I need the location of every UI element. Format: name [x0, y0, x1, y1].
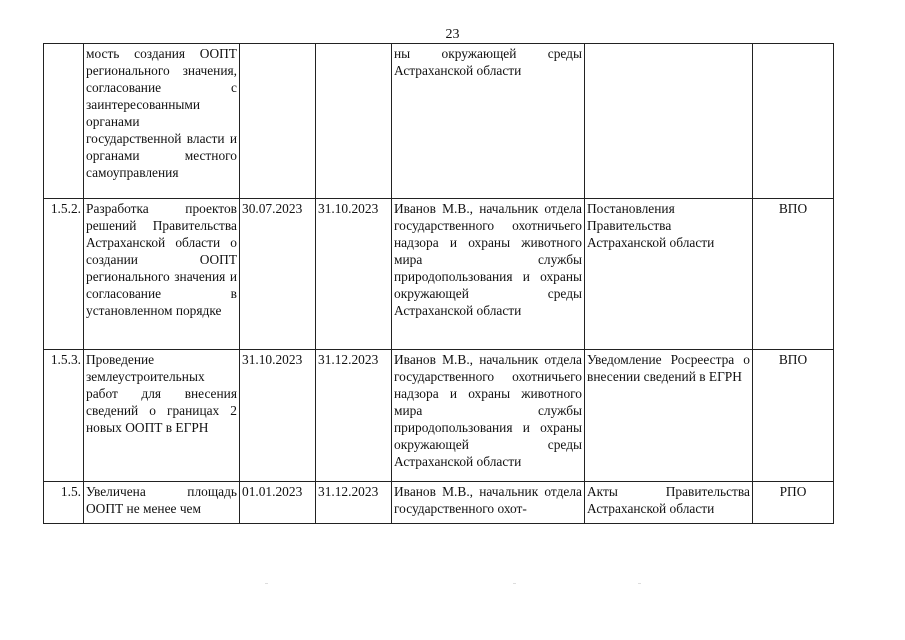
row-number: 1.5.2. [44, 199, 84, 350]
end-date: 31.12.2023 [316, 350, 392, 482]
end-date: 31.10.2023 [316, 199, 392, 350]
table-row [44, 44, 834, 199]
table-row [44, 199, 834, 350]
measure-title: Проведение землеустроительных работ для внесения сведений о границах 2 новых ООПТ в ЕГРН [84, 350, 240, 482]
measure-title: Увеличена площадь ООПТ не менее чем [84, 482, 240, 524]
start-date: 30.07.2023 [240, 199, 316, 350]
end-date: 31.12.2023 [316, 482, 392, 524]
row-number [44, 44, 84, 199]
scan-speck [265, 583, 268, 584]
result-document: Постановления Правительства Астраханской области [585, 199, 753, 350]
start-date: 31.10.2023 [240, 350, 316, 482]
responsible-person: Иванов М.В., начальник отдела государственного охотничьего надзора и охраны животного мира службы природопользования и охраны окружающей среды Астраханской области [392, 199, 585, 350]
document-type: РПО [753, 482, 834, 524]
table-row [44, 350, 834, 482]
row-number: 1.5.3. [44, 350, 84, 482]
responsible-person: ны окружающей среды Астраханской области [392, 44, 585, 199]
responsible-person: Иванов М.В., начальник отдела государственного охот- [392, 482, 585, 524]
document-type [753, 44, 834, 199]
table-row [44, 482, 834, 524]
responsible-person: Иванов М.В., начальник отдела государственного охотничьего надзора и охраны животного мира службы природопользования и охраны окружающей среды Астраханской области [392, 350, 585, 482]
measure-title: мость создания ООПТ регионального значения, согласование с заинтересованными органами государственной власти и органами местного самоуправления [84, 44, 240, 199]
row-number: 1.5. [44, 482, 84, 524]
result-document [585, 44, 753, 199]
document-type: ВПО [753, 199, 834, 350]
result-document: Акты Правительства Астраханской области [585, 482, 753, 524]
measure-title: Разработка проектов решений Правительства Астраханской области о создании ООПТ регионального значения и согласование в установленном порядке [84, 199, 240, 350]
scan-speck [513, 583, 516, 584]
end-date [316, 44, 392, 199]
result-document: Уведомление Росреестра о внесении сведений в ЕГРН [585, 350, 753, 482]
page-number: 23 [445, 27, 460, 42]
start-date: 01.01.2023 [240, 482, 316, 524]
start-date [240, 44, 316, 199]
scan-speck [638, 583, 641, 584]
document-type: ВПО [753, 350, 834, 482]
plan-table [43, 43, 834, 524]
